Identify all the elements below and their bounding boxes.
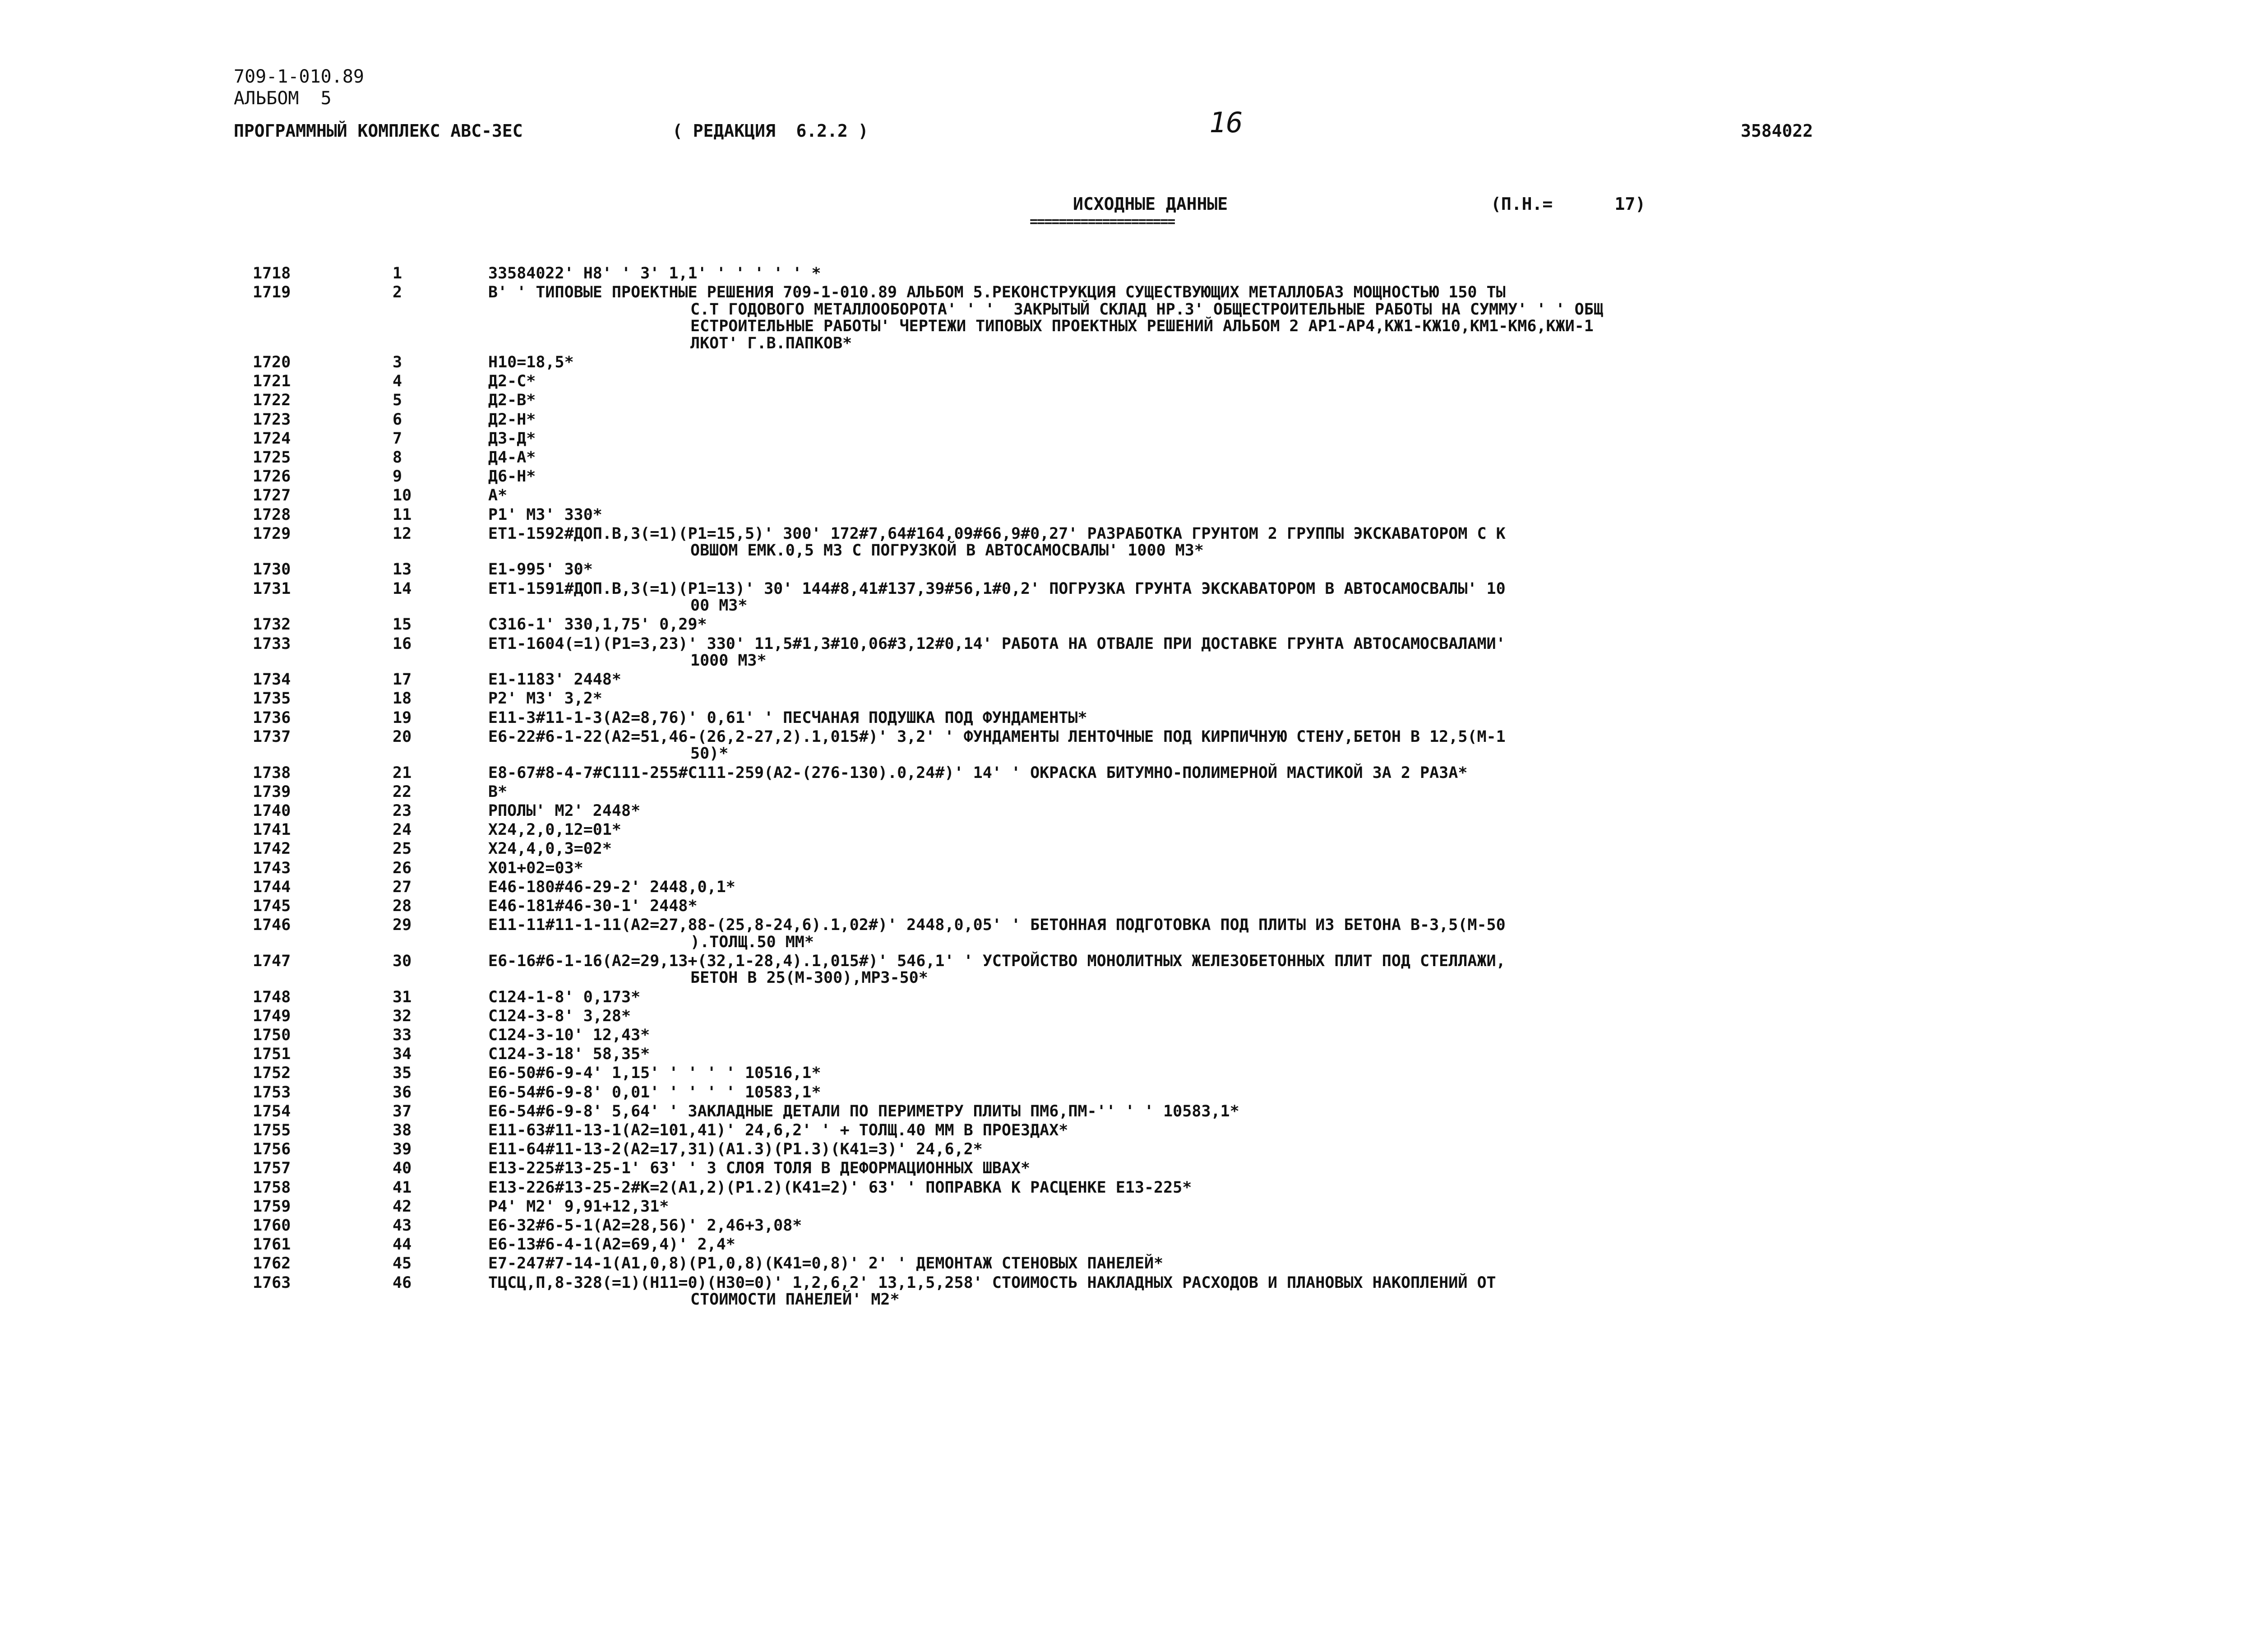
row-line-number: 1718 <box>253 264 291 282</box>
document-number: 3584022 <box>1741 121 1813 141</box>
row-line-number: 1753 <box>253 1083 291 1101</box>
row-sequence-number: 18 <box>393 689 412 708</box>
row-text: Е6-16#6-1-16(А2=29,13+(32,1-28,4).1,015#)' 546,1' ' УСТРОЙСТВО МОНОЛИТНЫХ ЖЕЛЕЗОБЕТОННЫХ ПЛИТ ПОД СТЕЛЛАЖИ, <box>488 952 1506 970</box>
row-text: С316-1' 330,1,75' 0,29* <box>488 615 707 634</box>
row-sequence-number: 24 <box>393 821 412 839</box>
row-sequence-number: 32 <box>393 1007 412 1025</box>
row-line-number: 1758 <box>253 1178 291 1197</box>
row-sequence-number: 25 <box>393 840 412 858</box>
row-text: Е7-247#7-14-1(А1,0,8)(Р1,0,8)(К41=0,8)' 2' ' ДЕМОНТАЖ СТЕНОВЫХ ПАНЕЛЕЙ* <box>488 1254 1164 1273</box>
row-sequence-number: 20 <box>393 727 412 746</box>
row-text: Д3-Д* <box>488 429 536 448</box>
row-text: С124-3-8' 3,28* <box>488 1007 631 1025</box>
row-line-number: 1751 <box>253 1045 291 1064</box>
row-text: ЕТ1-1592#ДОП.В,3(=1)(Р1=15,5)' 300' 172#7,64#164,09#66,9#0,27' РАЗРАБОТКА ГРУНТОМ 2 ГРУППЫ ЭКСКАВАТОРОМ С К <box>488 524 1506 543</box>
row-text: Д2-Н* <box>488 410 536 429</box>
row-sequence-number: 45 <box>393 1254 412 1273</box>
row-line-number: 1759 <box>253 1197 291 1216</box>
album-label: АЛЬБОМ 5 <box>234 88 332 109</box>
row-sequence-number: 14 <box>393 579 412 598</box>
row-line-number: 1731 <box>253 579 291 598</box>
row-line-number: 1763 <box>253 1273 291 1292</box>
row-text: С124-3-18' 58,35* <box>488 1045 650 1064</box>
row-sequence-number: 36 <box>393 1083 412 1101</box>
row-line-number: 1723 <box>253 410 291 429</box>
row-sequence-number: 28 <box>393 897 412 915</box>
row-text: Е6-32#6-5-1(А2=28,56)' 2,46+3,08* <box>488 1216 802 1235</box>
row-sequence-number: 5 <box>393 391 402 410</box>
row-line-number: 1761 <box>253 1236 291 1254</box>
row-line-number: 1743 <box>253 859 291 877</box>
row-sequence-number: 10 <box>393 486 412 505</box>
row-text: В* <box>488 782 508 801</box>
row-line-number: 1748 <box>253 988 291 1006</box>
row-text: Д6-Н* <box>488 467 536 486</box>
row-sequence-number: 34 <box>393 1045 412 1064</box>
row-line-number: 1719 <box>253 283 291 302</box>
row-line-number: 1720 <box>253 353 291 371</box>
row-text: Е11-3#11-1-3(А2=8,76)' 0,61' ' ПЕСЧАНАЯ ПОДУШКА ПОД ФУНДАМЕНТЫ* <box>488 708 1087 727</box>
row-text: Е8-67#8-4-7#С111-255#С111-259(А2-(276-130).0,24#)' 14' ' ОКРАСКА БИТУМНО-ПОЛИМЕРНОЙ МАСТИКОЙ ЗА 2 РАЗА* <box>488 764 1468 782</box>
row-text: Р4' М2' 9,91+12,31* <box>488 1197 669 1216</box>
row-line-number: 1747 <box>253 952 291 970</box>
row-line-number: 1736 <box>253 708 291 727</box>
row-sequence-number: 3 <box>393 353 402 371</box>
row-sequence-number: 23 <box>393 801 412 820</box>
document-code: 709-1-010.89 <box>234 66 364 87</box>
row-text-continuation: ).ТОЛЩ.50 ММ* <box>690 933 814 951</box>
row-sequence-number: 33 <box>393 1026 412 1044</box>
row-line-number: 1724 <box>253 429 291 448</box>
row-sequence-number: 2 <box>393 283 402 302</box>
row-line-number: 1725 <box>253 448 291 467</box>
row-text: ТЦСЦ,П,8-328(=1)(Н11=0)(Н30=0)' 1,2,6,2' 13,1,5,258' СТОИМОСТЬ НАКЛАДНЫХ РАСХОДОВ И ПЛАНОВЫХ НАКОПЛЕНИЙ ОТ <box>488 1273 1496 1292</box>
row-line-number: 1735 <box>253 689 291 708</box>
row-text: Е6-13#6-4-1(А2=69,4)' 2,4* <box>488 1236 735 1254</box>
section-title: ИСХОДНЫЕ ДАННЫЕ <box>1073 194 1228 214</box>
row-text-continuation: ЕСТРОИТЕЛЬНЫЕ РАБОТЫ' ЧЕРТЕЖИ ТИПОВЫХ ПРОЕКТНЫХ РЕШЕНИЙ АЛЬБОМ 2 АР1-АР4,КЖ1-КЖ10,КМ1-КМ6,КЖИ-1 <box>690 317 1594 336</box>
program-complex-label: ПРОГРАММНЫЙ КОМПЛЕКС АВС-3ЕС <box>234 121 523 141</box>
row-text: Е11-63#11-13-1(А2=101,41)' 24,6,2' ' + ТОЛЩ.40 ММ В ПРОЕЗДАХ* <box>488 1121 1068 1139</box>
row-text: В' ' ТИПОВЫЕ ПРОЕКТНЫЕ РЕШЕНИЯ 709-1-010.89 АЛЬБОМ 5.РЕКОНСТРУКЦИЯ СУЩЕСТВУЮЩИХ МЕТАЛЛОБАЗ МОЩНОСТЬЮ 150 ТЫ <box>488 283 1506 302</box>
row-line-number: 1721 <box>253 372 291 391</box>
row-sequence-number: 27 <box>393 878 412 896</box>
row-sequence-number: 6 <box>393 410 402 429</box>
row-sequence-number: 11 <box>393 505 412 524</box>
row-sequence-number: 29 <box>393 916 412 935</box>
row-sequence-number: 1 <box>393 264 402 282</box>
row-text: 33584022' Н8' ' 3' 1,1' ' ' ' ' ' * <box>488 264 821 282</box>
row-text: Е46-180#46-29-2' 2448,0,1* <box>488 878 735 896</box>
row-line-number: 1734 <box>253 671 291 689</box>
row-sequence-number: 22 <box>393 782 412 801</box>
row-sequence-number: 21 <box>393 764 412 782</box>
row-text-continuation: 00 М3* <box>690 597 748 615</box>
row-sequence-number: 26 <box>393 859 412 877</box>
row-line-number: 1752 <box>253 1064 291 1083</box>
row-text: Е6-50#6-9-4' 1,15' ' ' ' ' 10516,1* <box>488 1064 821 1083</box>
row-text: Е1-1183' 2448* <box>488 671 622 689</box>
row-line-number: 1762 <box>253 1254 291 1273</box>
row-sequence-number: 13 <box>393 560 412 579</box>
row-text: С124-1-8' 0,173* <box>488 988 641 1006</box>
row-sequence-number: 40 <box>393 1159 412 1178</box>
page-n-label: (П.Н.= 17) <box>1491 194 1646 214</box>
row-sequence-number: 9 <box>393 467 402 486</box>
row-text: Е46-181#46-30-1' 2448* <box>488 897 698 915</box>
row-text: Р2' М3' 3,2* <box>488 689 602 708</box>
row-sequence-number: 39 <box>393 1140 412 1159</box>
row-line-number: 1729 <box>253 524 291 543</box>
row-line-number: 1755 <box>253 1121 291 1139</box>
row-text: Е13-226#13-25-2#К=2(А1,2)(Р1.2)(К41=2)' 63' ' ПОПРАВКА К РАСЦЕНКЕ Е13-225* <box>488 1178 1192 1197</box>
row-text: ЕТ1-1591#ДОП.В,3(=1)(Р1=13)' 30' 144#8,41#137,39#56,1#0,2' ПОГРУЗКА ГРУНТА ЭКСКАВАТОРОМ В АВТОСАМОСВАЛЫ' 10 <box>488 579 1506 598</box>
row-line-number: 1760 <box>253 1216 291 1235</box>
row-sequence-number: 46 <box>393 1273 412 1292</box>
row-text: Е6-22#6-1-22(А2=51,46-(26,2-27,2).1,015#)' 3,2' ' ФУНДАМЕНТЫ ЛЕНТОЧНЫЕ ПОД КИРПИЧНУЮ СТЕНУ,БЕТОН В 12,5(М-1 <box>488 727 1506 746</box>
row-sequence-number: 12 <box>393 524 412 543</box>
row-text: Е11-11#11-1-11(А2=27,88-(25,8-24,6).1,02#)' 2448,0,05' ' БЕТОННАЯ ПОДГОТОВКА ПОД ПЛИТЫ ИЗ БЕТОНА В-3,5(М-50 <box>488 916 1506 935</box>
row-sequence-number: 43 <box>393 1216 412 1235</box>
row-text-continuation: ОВШОМ ЕМК.0,5 М3 С ПОГРУЗКОЙ В АВТОСАМОСВАЛЫ' 1000 М3* <box>690 541 1204 560</box>
edition-label: ( РЕДАКЦИЯ 6.2.2 ) <box>672 121 869 141</box>
row-text: Р1' М3' 330* <box>488 505 602 524</box>
row-text: Д2-В* <box>488 391 536 410</box>
row-sequence-number: 38 <box>393 1121 412 1139</box>
row-line-number: 1744 <box>253 878 291 896</box>
row-sequence-number: 19 <box>393 708 412 727</box>
row-line-number: 1749 <box>253 1007 291 1025</box>
row-sequence-number: 30 <box>393 952 412 970</box>
row-line-number: 1754 <box>253 1102 291 1120</box>
row-line-number: 1742 <box>253 840 291 858</box>
row-line-number: 1745 <box>253 897 291 915</box>
row-line-number: 1737 <box>253 727 291 746</box>
row-line-number: 1728 <box>253 505 291 524</box>
row-text-continuation: 1000 М3* <box>690 652 767 670</box>
row-line-number: 1741 <box>253 821 291 839</box>
row-text-continuation: БЕТОН В 25(М-300),МРЗ-50* <box>690 969 928 987</box>
row-sequence-number: 31 <box>393 988 412 1006</box>
row-sequence-number: 42 <box>393 1197 412 1216</box>
row-text-continuation: СТОИМОСТИ ПАНЕЛЕЙ' М2* <box>690 1291 900 1309</box>
row-text: Е13-225#13-25-1' 63' ' 3 СЛОЯ ТОЛЯ В ДЕФОРМАЦИОННЫХ ШВАХ* <box>488 1159 1031 1178</box>
row-sequence-number: 44 <box>393 1236 412 1254</box>
row-line-number: 1750 <box>253 1026 291 1044</box>
row-line-number: 1726 <box>253 467 291 486</box>
row-text-continuation: С.Т ГОДОВОГО МЕТАЛЛООБОРОТА' ' ' ЗАКРЫТЫЙ СКЛАД НР.3' ОБЩЕСТРОИТЕЛЬНЫЕ РАБОТЫ НА СУММУ' ' ' ОБЩ <box>690 300 1603 319</box>
row-line-number: 1746 <box>253 916 291 935</box>
row-line-number: 1738 <box>253 764 291 782</box>
row-sequence-number: 37 <box>393 1102 412 1120</box>
row-text: Д2-С* <box>488 372 536 391</box>
row-sequence-number: 7 <box>393 429 402 448</box>
row-text: Е1-995' 30* <box>488 560 593 579</box>
row-text: Х01+02=03* <box>488 859 583 877</box>
row-sequence-number: 41 <box>393 1178 412 1197</box>
row-text: РПОЛЫ' М2' 2448* <box>488 801 641 820</box>
row-sequence-number: 35 <box>393 1064 412 1083</box>
row-line-number: 1756 <box>253 1140 291 1159</box>
title-underline: ==================== <box>1030 214 1175 230</box>
row-text: Е6-54#6-9-8' 5,64' ' ЗАКЛАДНЫЕ ДЕТАЛИ ПО ПЕРИМЕТРУ ПЛИТЫ ПМ6,ПМ-'' ' ' 10583,1* <box>488 1102 1239 1120</box>
row-line-number: 1739 <box>253 782 291 801</box>
row-text: Е11-64#11-13-2(А2=17,31)(А1.3)(Р1.3)(К41=3)' 24,6,2* <box>488 1140 983 1159</box>
row-sequence-number: 4 <box>393 372 402 391</box>
row-text-continuation: ЛКОТ' Г.В.ПАПКОВ* <box>690 334 852 352</box>
page-number: 16 <box>1209 106 1243 139</box>
row-line-number: 1732 <box>253 615 291 634</box>
row-text-continuation: 50)* <box>690 745 729 763</box>
row-text: С124-3-10' 12,43* <box>488 1026 650 1044</box>
row-sequence-number: 17 <box>393 671 412 689</box>
row-line-number: 1757 <box>253 1159 291 1178</box>
row-sequence-number: 16 <box>393 634 412 653</box>
row-text: Д4-А* <box>488 448 536 467</box>
row-text: ЕТ1-1604(=1)(Р1=3,23)' 330' 11,5#1,3#10,06#3,12#0,14' РАБОТА НА ОТВАЛЕ ПРИ ДОСТАВКЕ ГРУНТА АВТОСАМОСВАЛАМИ' <box>488 634 1506 653</box>
row-text: Х24,4,0,3=02* <box>488 840 612 858</box>
row-line-number: 1733 <box>253 634 291 653</box>
row-text: Е6-54#6-9-8' 0,01' ' ' ' ' 10583,1* <box>488 1083 821 1101</box>
row-line-number: 1722 <box>253 391 291 410</box>
row-text: А* <box>488 486 508 505</box>
row-line-number: 1727 <box>253 486 291 505</box>
row-line-number: 1730 <box>253 560 291 579</box>
row-sequence-number: 15 <box>393 615 412 634</box>
row-line-number: 1740 <box>253 801 291 820</box>
row-text: Х24,2,0,12=01* <box>488 821 622 839</box>
row-sequence-number: 8 <box>393 448 402 467</box>
row-text: Н10=18,5* <box>488 353 574 371</box>
